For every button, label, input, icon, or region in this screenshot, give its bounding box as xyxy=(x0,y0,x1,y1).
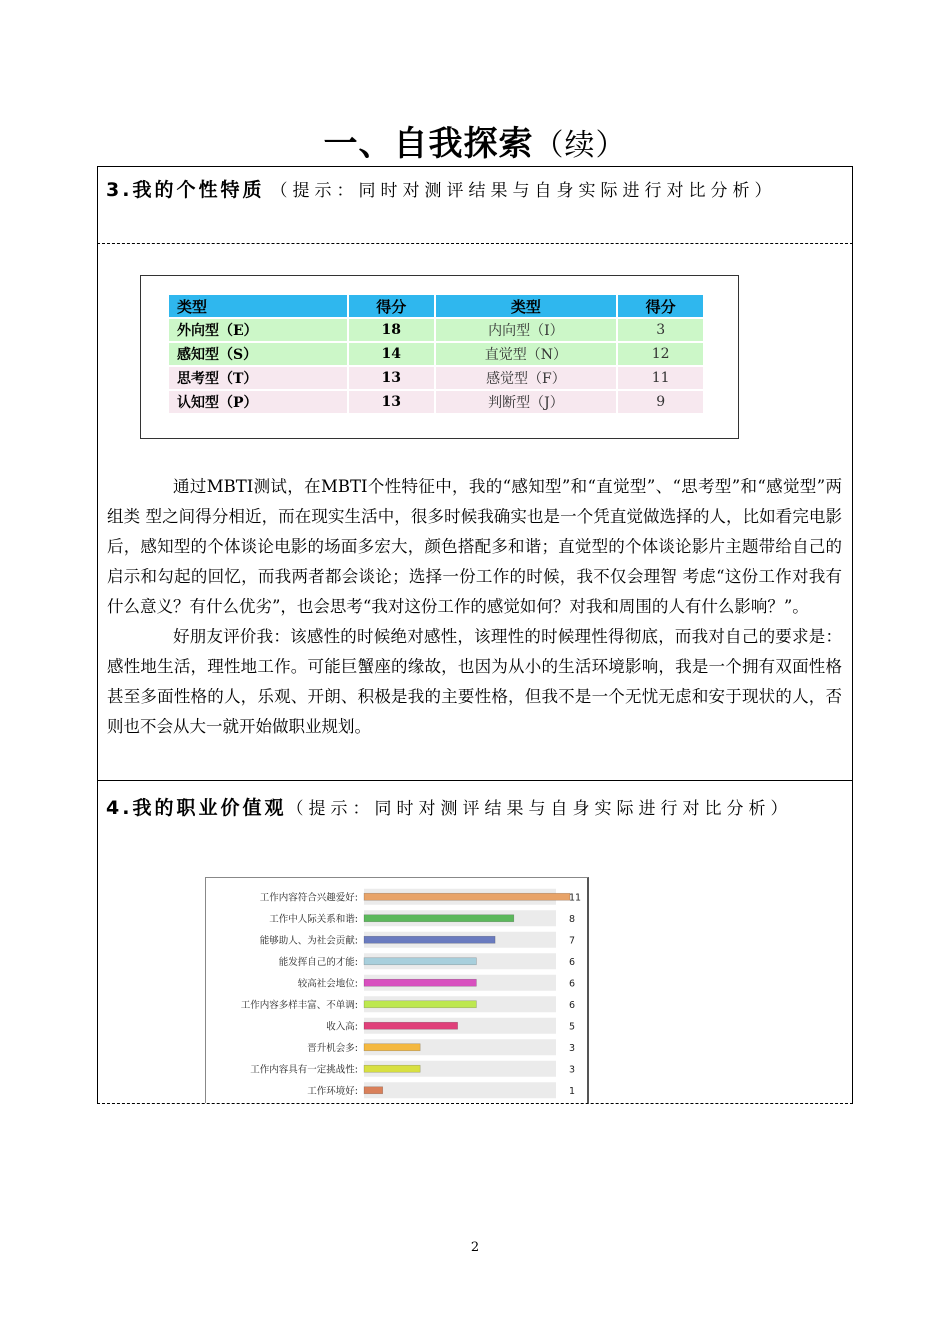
category-label: 工作环境好: xyxy=(307,1085,358,1097)
page-title xyxy=(0,116,950,165)
bar-value-label: 8 xyxy=(569,913,576,925)
bar xyxy=(364,1044,420,1051)
type-cell: 思考型（T） xyxy=(169,367,347,389)
bar-value-label: 11 xyxy=(569,892,582,904)
type-cell: 认知型（P） xyxy=(169,391,347,413)
bar-value-label: 7 xyxy=(569,935,576,947)
title-suffix: （续） xyxy=(533,128,627,163)
score-cell: 12 xyxy=(618,343,703,365)
paragraph: 好朋友评价我：该感性的时候绝对感性，该理性的时候理性得彻底，而我对自己的要求是：感性地生活，理性地工作。可能巨蟹座的缘故，也因为从小的生活环境影响，我是一个拥有双面性格甚至多面性格的人，乐观、开朗、积极是我的主要性格，但我不是一个无忧无虑和安于现状的人，否则也不会从大一就开始做职业规划。 xyxy=(107,627,842,736)
bar xyxy=(364,979,476,986)
bar-value-label: 3 xyxy=(569,1042,576,1054)
column-header: 类型 xyxy=(436,295,617,317)
category-label: 收入高: xyxy=(326,1021,358,1033)
type-cell: 感觉型（F） xyxy=(436,367,617,389)
category-label: 较高社会地位: xyxy=(297,978,358,990)
title-main: 一、自我探索 xyxy=(323,124,534,164)
category-label: 工作中人际关系和谐: xyxy=(269,913,358,925)
section3-hint: （提示：同时对测评结果与自身实际进行对比分析） xyxy=(270,181,777,201)
score-cell: 13 xyxy=(349,367,434,389)
column-header: 类型 xyxy=(169,295,347,317)
category-label: 工作内容多样丰富、不单调: xyxy=(240,999,358,1011)
bar-value-label: 6 xyxy=(569,956,576,968)
category-label: 能够助人、为社会贡献: xyxy=(259,935,358,947)
bar-track xyxy=(364,1082,556,1098)
bar xyxy=(364,1001,476,1008)
page-number: 2 xyxy=(470,1240,480,1255)
section3-title: 3.我的个性特质 xyxy=(106,179,265,201)
bar xyxy=(364,936,495,943)
bar xyxy=(364,1087,383,1094)
score-cell: 9 xyxy=(618,391,703,413)
table-row xyxy=(169,343,703,365)
score-cell: 13 xyxy=(349,391,434,413)
type-cell: 内向型（I） xyxy=(436,319,617,341)
type-cell: 感知型（S） xyxy=(169,343,347,365)
table-header-row xyxy=(169,295,703,317)
paragraph: 通过MBTI测试，在MBTI个性特征中，我的“感知型”和“直觉型”、“思考型”和“感觉型”两组类 型之间得分相近，而在现实生活中，很多时候我确实也是一个凭直觉做选择的人，比如看完电影后，感知型的个体谈论电影的场面多宏大，颜色搭配多和谐；直觉型的个体谈论影片主题带给自己的启示和勾起的回忆，而我两者都会谈论；选择一份工作的时候，我不仅会理智 考虑“这份工作对我有什么意义？有什么优劣”，也会思考“我对这份工作的感觉如何？对我和周围的人有什么影响？”。 xyxy=(107,477,842,616)
type-cell: 判断型（J） xyxy=(436,391,617,413)
divider-solid xyxy=(97,780,853,781)
table-row xyxy=(169,319,703,341)
section4-heading xyxy=(106,790,846,827)
bar xyxy=(364,893,570,900)
type-cell: 外向型（E） xyxy=(169,319,347,341)
bar-value-label: 3 xyxy=(569,1064,576,1076)
bar xyxy=(364,915,514,922)
section4-title: 4.我的职业价值观 xyxy=(106,797,287,819)
values-chart-frame xyxy=(205,877,589,1103)
bar xyxy=(364,1022,458,1029)
score-cell: 14 xyxy=(349,343,434,365)
category-label: 工作内容符合兴趣爱好: xyxy=(259,892,358,904)
bar-value-label: 1 xyxy=(569,1085,576,1097)
category-label: 晋升机会多: xyxy=(307,1042,358,1054)
table-row xyxy=(169,391,703,413)
bar-value-label: 5 xyxy=(569,1021,576,1033)
divider-dashed xyxy=(97,243,853,244)
score-cell: 3 xyxy=(618,319,703,341)
category-label: 工作内容具有一定挑战性: xyxy=(250,1064,358,1076)
divider-dashed-bottom xyxy=(97,1103,853,1104)
bar-value-label: 6 xyxy=(569,978,576,990)
category-label: 能发挥自己的才能: xyxy=(278,956,358,968)
column-header: 得分 xyxy=(618,295,703,317)
bar-value-label: 6 xyxy=(569,999,576,1011)
score-cell: 18 xyxy=(349,319,434,341)
section3-heading xyxy=(106,172,846,209)
bar xyxy=(364,958,476,965)
bar xyxy=(364,1065,420,1072)
table-row xyxy=(169,367,703,389)
mbti-score-table xyxy=(167,293,705,415)
values-bar-chart xyxy=(206,878,588,1104)
column-header: 得分 xyxy=(349,295,434,317)
score-cell: 11 xyxy=(618,367,703,389)
section4-hint: （提示：同时对测评结果与自身实际进行对比分析） xyxy=(286,799,793,819)
type-cell: 直觉型（N） xyxy=(436,343,617,365)
analysis-text xyxy=(107,472,842,742)
